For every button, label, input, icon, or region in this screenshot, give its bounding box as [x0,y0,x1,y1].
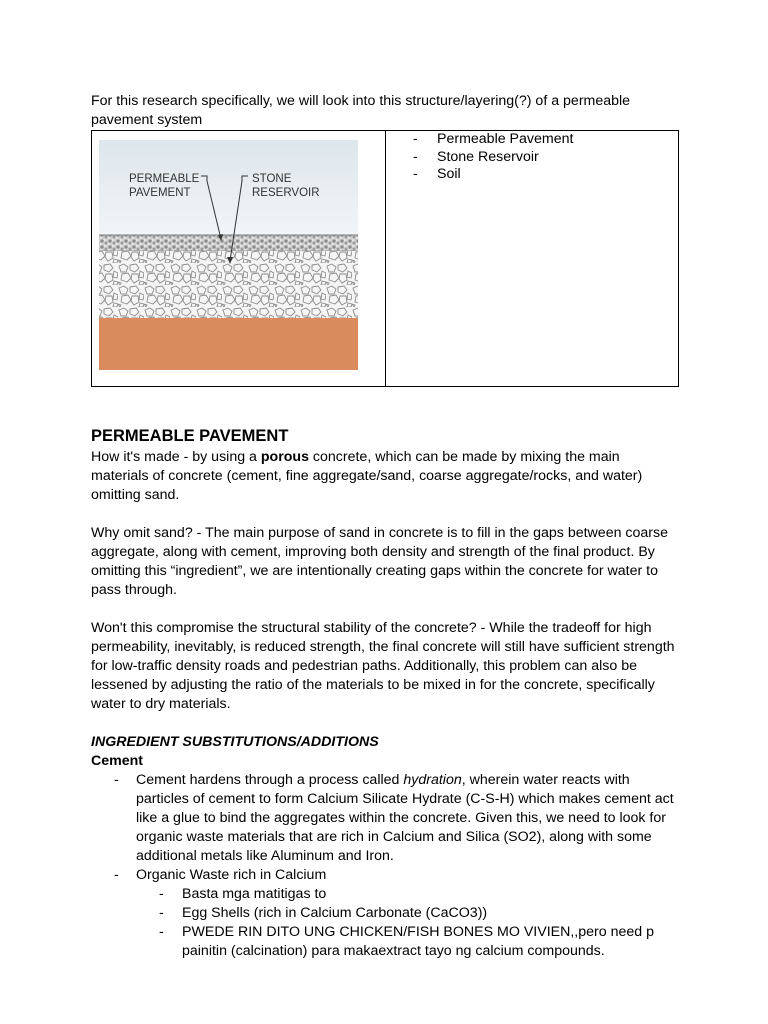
list-item: - Soil [413,166,678,184]
label-permeable-line2: PAVEMENT [129,187,191,199]
paragraph-how-made: How it's made - by using a porous concrete, which can be made by mixing the main materials of concrete (cement, fine aggregate/sand, coarse aggregate/rocks, and water) omitting sand. [91,449,643,503]
list-item: - Stone Reservoir [413,149,678,167]
list-item: - Permeable Pavement [413,131,678,149]
pavement-layers-figure [92,131,385,381]
intro-text: For this research specifically, we will look into this structure/layering(?) of a permeable pavement system [91,93,631,128]
layers-list-cell [386,131,679,387]
list-item: - Basta mga matitigas to [159,885,681,904]
section-title: PERMEABLE PAVEMENT [91,427,289,445]
paragraph-omit-sand: Why omit sand? - The main purpose of sand in concrete is to fill in the gaps between coarse aggregate, along with cement, improving both density and strength of the final product. By omitting this “ingredient”, we are intentionally creating gaps within the concrete for water to pass through. [91,525,669,598]
list-item: - Egg Shells (rich in Calcium Carbonate (CaCO3)) [159,904,681,923]
list-item: - Organic Waste rich in Calcium - Basta mga matitigas to - Egg Shells (rich in Calcium Carbonate (CaCO3)) - PWEDE RIN DITO UNG CHICKEN/FISH BONES MO VIVIEN,,pero need p painitin (calcination) para makaextract tayo ng calcium compounds. [114,866,681,961]
document-page [91,92,681,961]
bold-porous: porous [260,449,309,465]
cement-heading: Cement [91,753,144,769]
label-permeable-line1: PERMEABLE [129,173,200,185]
cement-list [91,771,681,961]
soil-layer [99,318,358,370]
list-item: - PWEDE RIN DITO UNG CHICKEN/FISH BONES MO VIVIEN,,pero need p painitin (calcination) para makaextract tayo ng calcium compounds. [159,923,681,961]
stone-reservoir-layer [99,251,358,318]
label-stone-line2: RESERVOIR [252,187,320,199]
list-item: - Cement hardens through a process called hydration, wherein water reacts with particles of cement to form Calcium Silicate Hydrate (C-S-H) which makes cement act like a glue to bind the aggregates within the concrete. Given this, we need to look for organic waste materials that are rich in Calcium and Silica (SO2), along with some additional metals like Aluminum and Iron. [114,771,681,866]
subheading: INGREDIENT SUBSTITUTIONS/ADDITIONS [91,734,379,750]
calcium-sublist [136,885,681,961]
permeable-pavement-layer [99,235,358,251]
figure-cell [92,131,386,387]
paragraph-stability: Won't this compromise the structural stability of the concrete? - While the tradeoff for high permeability, inevitably, is reduced strength, the final concrete will still have sufficient strength for low-traffic density roads and pedestrian paths. Additionally, this problem can also be lessened by adjusting the ratio of the materials to be mixed in for the concrete, specifically water to dry materials. [91,620,675,712]
layer-table [91,130,679,387]
layers-list [386,131,678,184]
label-stone-line1: STONE [252,173,292,185]
